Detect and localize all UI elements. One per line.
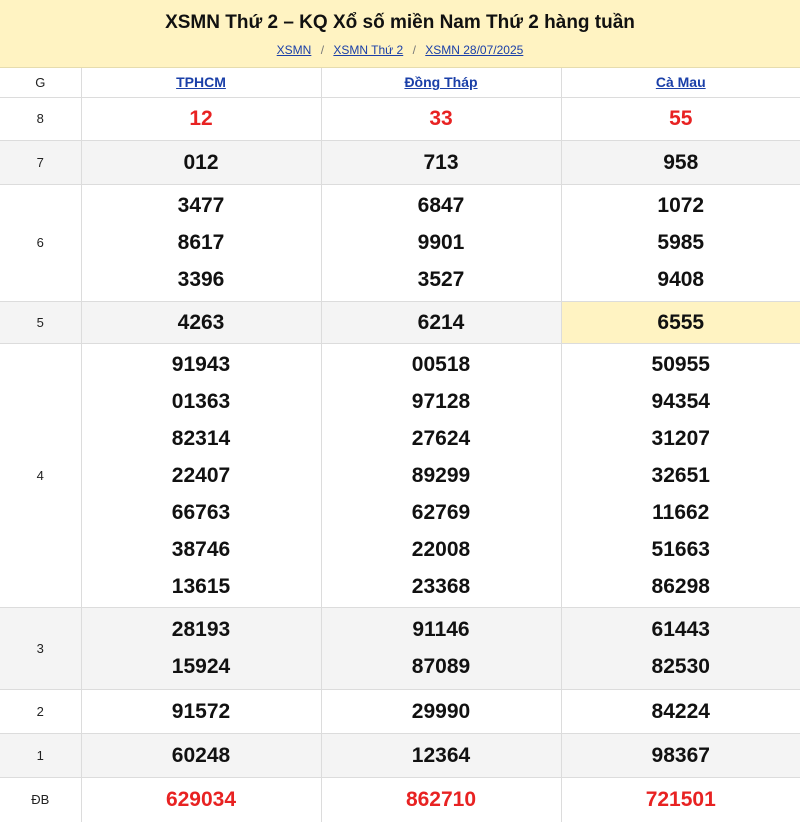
result-number: 958 <box>663 150 699 174</box>
prize-column-header: G <box>0 68 81 97</box>
result-number: 3477 <box>177 194 225 217</box>
result-number: 50955 <box>651 352 710 376</box>
result-number: 6214 <box>417 310 465 334</box>
result-number: 22407 <box>171 463 231 487</box>
result-cell-tphcm <box>81 607 321 689</box>
result-cell-dong-thap <box>321 777 561 822</box>
result-number: 23368 <box>411 574 471 598</box>
result-number: 62769 <box>411 500 471 524</box>
result-number: 12364 <box>411 743 471 767</box>
result-number: 91146 <box>412 618 470 641</box>
result-number: 84224 <box>651 699 710 723</box>
page-title: XSMN Thứ 2 – KQ Xổ số miền Nam Thứ 2 hàng tuần <box>165 12 635 33</box>
result-number: 33 <box>429 107 453 130</box>
result-number: 66763 <box>171 500 231 524</box>
result-cell-tphcm <box>81 97 321 140</box>
result-number: 86298 <box>651 574 710 598</box>
province-link-ca-mau[interactable]: Cà Mau <box>655 74 706 91</box>
prize-label: 2 <box>0 689 81 733</box>
table-header-row <box>0 68 800 97</box>
table-row <box>0 184 800 301</box>
result-number: 28193 <box>171 618 231 641</box>
breadcrumb-xsmn-date[interactable]: XSMN 28/07/2025 <box>425 43 524 57</box>
results-body <box>0 97 800 822</box>
result-number: 9901 <box>417 231 465 254</box>
result-number: 01363 <box>171 389 231 413</box>
result-number: 51663 <box>651 537 710 561</box>
result-number: 87089 <box>411 655 471 678</box>
page-header <box>0 0 800 68</box>
result-cell-tphcm <box>81 733 321 777</box>
result-number: 60248 <box>171 743 231 767</box>
result-number: 9408 <box>657 268 705 291</box>
prize-label: 4 <box>0 343 81 607</box>
result-number: 12 <box>189 107 213 130</box>
result-number: 5985 <box>657 231 705 254</box>
result-number: 713 <box>423 150 459 174</box>
result-number: 91943 <box>171 352 231 376</box>
result-cell-dong-thap <box>321 140 561 184</box>
breadcrumb-xsmn[interactable]: XSMN <box>276 43 312 57</box>
result-number: 15924 <box>171 655 231 678</box>
result-cell-dong-thap <box>321 689 561 733</box>
result-number: 61443 <box>651 618 710 641</box>
province-link-dong-thap[interactable]: Đồng Tháp <box>404 74 478 91</box>
prize-label: 6 <box>0 184 81 301</box>
result-number: 11662 <box>652 500 710 524</box>
prize-label: 7 <box>0 140 81 184</box>
table-row <box>0 301 800 343</box>
result-number: 32651 <box>651 463 710 487</box>
table-row <box>0 733 800 777</box>
result-number: 4263 <box>177 310 225 334</box>
result-number: 55 <box>669 107 693 130</box>
prize-label: ĐB <box>0 777 81 822</box>
result-number: 862710 <box>405 788 477 812</box>
result-number: 82314 <box>171 426 231 450</box>
result-number: 98367 <box>651 743 710 767</box>
table-row <box>0 343 800 607</box>
result-number: 3527 <box>417 268 465 291</box>
province-header-ca-mau <box>561 68 800 97</box>
result-number: 3396 <box>177 268 225 291</box>
prize-label: 8 <box>0 97 81 140</box>
breadcrumb-separator: / <box>320 43 325 57</box>
result-number: 91572 <box>171 699 231 723</box>
result-number: 8617 <box>177 231 225 254</box>
result-number: 29990 <box>411 699 471 723</box>
table-row <box>0 607 800 689</box>
table-row <box>0 777 800 822</box>
result-number: 94354 <box>651 389 710 413</box>
result-number: 97128 <box>411 389 471 413</box>
table-row <box>0 140 800 184</box>
result-cell-tphcm <box>81 777 321 822</box>
result-cell-dong-thap <box>321 184 561 301</box>
breadcrumb-xsmn-thu2[interactable]: XSMN Thứ 2 <box>333 43 404 57</box>
result-cell-dong-thap <box>321 343 561 607</box>
result-cell-tphcm <box>81 140 321 184</box>
result-cell-tphcm <box>81 184 321 301</box>
results-table <box>0 68 800 822</box>
result-number: 22008 <box>411 537 471 561</box>
province-link-tphcm[interactable]: TPHCM <box>176 74 226 91</box>
result-cell-dong-thap <box>321 607 561 689</box>
result-cell-ca-mau <box>561 184 800 301</box>
table-row <box>0 689 800 733</box>
result-number: 012 <box>183 150 219 174</box>
province-header-dong-thap <box>321 68 561 97</box>
result-cell-ca-mau <box>561 689 800 733</box>
result-cell-tphcm <box>81 343 321 607</box>
result-cell-dong-thap <box>321 733 561 777</box>
result-number: 89299 <box>411 463 471 487</box>
result-cell-ca-mau <box>561 343 800 607</box>
result-number: 13615 <box>171 574 231 598</box>
result-cell-ca-mau <box>561 140 800 184</box>
result-cell-ca-mau <box>561 301 800 343</box>
result-cell-ca-mau <box>561 607 800 689</box>
table-row <box>0 97 800 140</box>
result-number: 27624 <box>411 426 471 450</box>
result-number: 00518 <box>411 352 471 376</box>
result-number: 6847 <box>417 194 465 217</box>
result-cell-tphcm <box>81 301 321 343</box>
result-number: 629034 <box>165 788 237 812</box>
result-number: 1072 <box>657 194 705 217</box>
prize-label: 3 <box>0 607 81 689</box>
result-cell-ca-mau <box>561 733 800 777</box>
result-cell-dong-thap <box>321 301 561 343</box>
breadcrumb-separator: / <box>412 43 416 57</box>
province-header-tphcm <box>81 68 321 97</box>
result-number: 721501 <box>645 788 716 812</box>
result-cell-ca-mau <box>561 97 800 140</box>
prize-label: 1 <box>0 733 81 777</box>
result-cell-tphcm <box>81 689 321 733</box>
result-cell-dong-thap <box>321 97 561 140</box>
result-number: 6555 <box>657 310 705 334</box>
prize-label: 5 <box>0 301 81 343</box>
result-number: 38746 <box>171 537 231 561</box>
breadcrumb <box>0 42 800 58</box>
result-cell-ca-mau <box>561 777 800 822</box>
result-number: 82530 <box>651 655 710 678</box>
result-number: 31207 <box>651 426 710 450</box>
